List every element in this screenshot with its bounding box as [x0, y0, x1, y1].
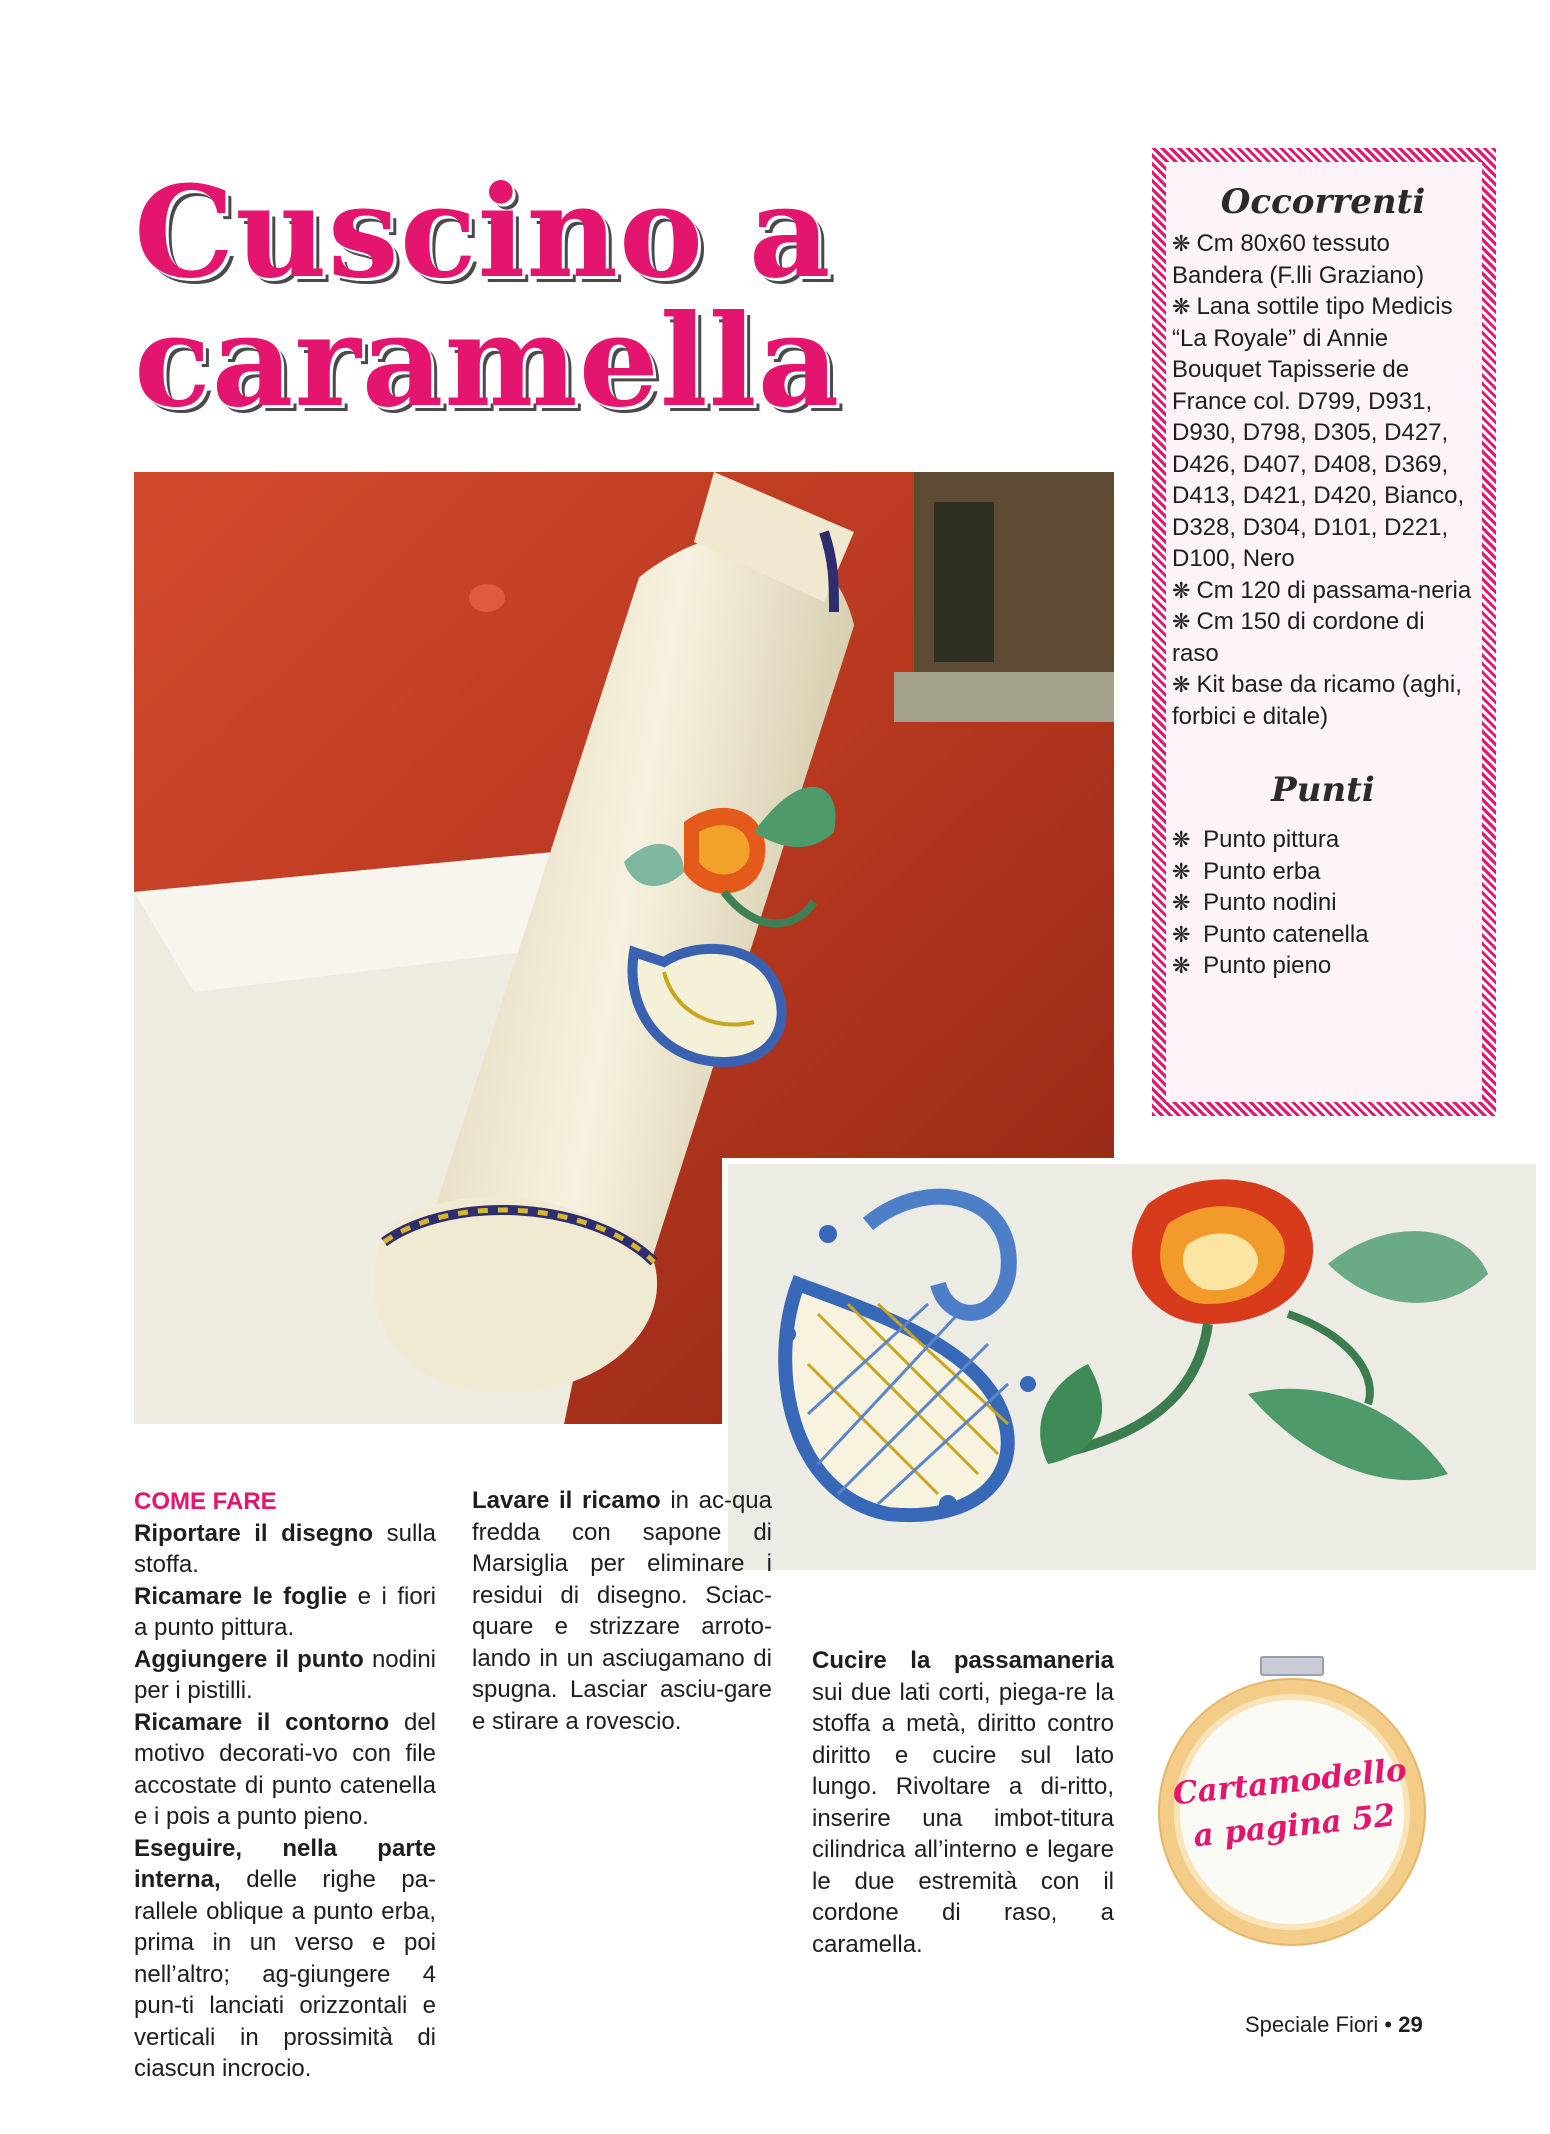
punti-item — [1172, 950, 1474, 982]
step-text: sulla stoffa. — [134, 1519, 436, 1578]
occorrenti-item — [1172, 606, 1474, 669]
step-text: in ac-qua fredda con sapone di Marsiglia per eliminare i residui di disegno. Sciac-quare e strizzare arroto-lando in un asciugamano di spugna. Lasciar asciu-gare e stirare a rovescio. — [472, 1487, 772, 1735]
occorrenti-item — [1172, 669, 1474, 732]
occorrenti-heading: Occorrenti — [1220, 182, 1426, 222]
snowflake-icon: ❋ — [1172, 672, 1191, 697]
snowflake-icon: ❋ — [1172, 858, 1191, 884]
snowflake-icon: ❋ — [1172, 231, 1191, 256]
occorrenti-item — [1172, 228, 1474, 291]
step — [812, 1645, 1114, 1960]
snowflake-icon: ❋ — [1172, 577, 1191, 603]
occorrenti-item-text: Kit base da ricamo (aghi, forbici e ditale) — [1172, 671, 1462, 730]
punti-item-text: Punto pieno — [1203, 952, 1332, 979]
article-title — [134, 158, 841, 435]
step-bold: Aggiungere il punto — [134, 1645, 364, 1673]
occorrenti-item-text: Cm 80x60 tessuto Bandera (F.lli Graziano) — [1172, 230, 1425, 289]
step-bold: Cucire la passamaneria — [812, 1647, 1114, 1674]
occorrenti-list — [1172, 228, 1474, 732]
badge-line-1: Cartamodello — [1171, 1751, 1409, 1813]
step-bold: Riportare il disegno — [134, 1519, 374, 1547]
page-number: 29 — [1398, 2012, 1423, 2037]
snowflake-icon: ❋ — [1172, 921, 1191, 947]
step-bold: Ricamare le foglie — [134, 1582, 348, 1610]
hoop-clamp-icon — [1260, 1656, 1324, 1676]
occorrenti-item-text: Cm 150 di cordone di raso — [1172, 608, 1425, 667]
punti-item-text: Punto nodini — [1203, 889, 1337, 916]
instructions-column-2 — [472, 1485, 772, 1737]
badge-line-2: a pagina 52 — [1191, 1797, 1397, 1855]
embroidery-detail-photo — [722, 1158, 1536, 1570]
snowflake-icon: ❋ — [1172, 609, 1191, 634]
punti-heading: Punti — [1271, 770, 1375, 810]
occorrenti-item-text: Cm 120 di passama-neria — [1196, 576, 1472, 604]
snowflake-icon: ❋ — [1172, 890, 1191, 915]
embroidery-detail-illustration — [728, 1164, 1536, 1570]
occorrenti-item — [1172, 575, 1474, 607]
magazine-name: Speciale Fiori — [1245, 2012, 1379, 2037]
punti-item — [1172, 887, 1474, 919]
footer-separator: • — [1384, 2012, 1393, 2037]
snowflake-icon: ❋ — [1172, 827, 1191, 852]
materials-box — [1152, 148, 1496, 1116]
punti-item — [1172, 856, 1474, 888]
punti-list — [1172, 824, 1474, 982]
occorrenti-item — [1172, 291, 1474, 575]
step — [134, 1707, 436, 1833]
come-fare-heading: COME FARE — [134, 1488, 277, 1515]
snowflake-icon: ❋ — [1172, 294, 1191, 319]
step — [134, 1833, 436, 2085]
step — [134, 1644, 436, 1707]
punti-item-text: Punto erba — [1203, 857, 1321, 885]
step-text: del motivo decorati-vo con file accostate di punto catenella e i pois a punto pieno. — [134, 1708, 436, 1830]
step — [134, 1518, 436, 1581]
title-line-2: caramella — [134, 286, 841, 435]
instructions-column-3 — [812, 1645, 1114, 1960]
pattern-reference-badge — [1160, 1680, 1424, 1944]
step-bold: Ricamare il contorno — [134, 1708, 390, 1736]
punti-item-text: Punto pittura — [1203, 826, 1340, 853]
instructions-column-1 — [134, 1486, 436, 2085]
page-footer — [1245, 2012, 1423, 2038]
step-bold: Eseguire, nella parte interna, — [134, 1834, 436, 1893]
occorrenti-item-text: Lana sottile tipo Medicis “La Royale” di Annie Bouquet Tapisserie de France col. D799, D931, D930, D798, D305, D427, D426, D407, D408, D369, D413, D421, D420, Bianco, D328, D304, D101, D221, D100, Nero — [1172, 293, 1465, 572]
step-text: delle righe pa-rallele oblique a punto erba, prima in un verso e poi nell’altro; ag-giungere 4 pun-ti lanciati orizzontali e verticali in prossimità di ciascun incrocio. — [134, 1866, 436, 2082]
title-line-1: Cuscino a — [134, 158, 832, 306]
step-bold: Lavare il ricamo — [472, 1487, 661, 1514]
step-text: e i fiori a punto pittura. — [134, 1582, 436, 1641]
step — [134, 1581, 436, 1644]
step — [472, 1485, 772, 1737]
step-text: sui due lati corti, piega-re la stoffa a metà, diritto contro diritto e cucire sul lato lungo. Rivoltare a di-ritto, inserire una imbot-titura cilindrica all’interno e legare le due estremità con il cordone di raso, a caramella. — [812, 1678, 1114, 1958]
badge-text — [1170, 1748, 1414, 1860]
punti-item — [1172, 824, 1474, 856]
punti-item-text: Punto catenella — [1203, 920, 1369, 948]
snowflake-icon: ❋ — [1172, 953, 1191, 978]
step-text: nodini per i pistilli. — [134, 1645, 436, 1704]
punti-item — [1172, 919, 1474, 951]
